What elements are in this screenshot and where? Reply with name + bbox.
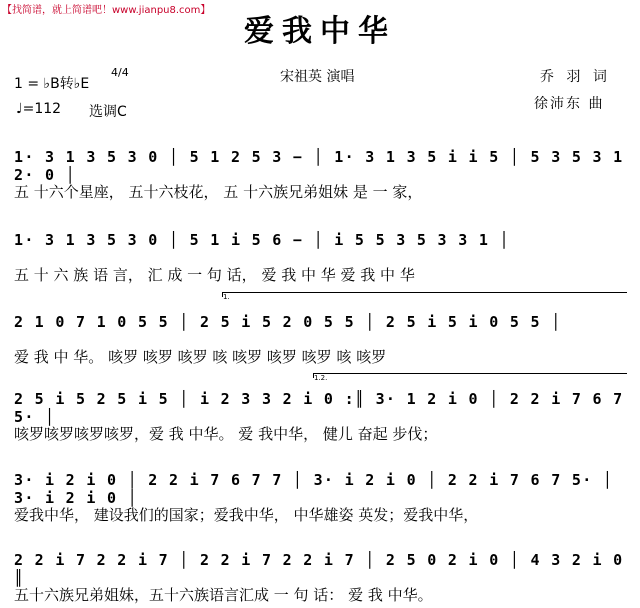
lyrics-line: 五 十六个星座， 五十六枝花， 五 十六族兄弟姐妹 是 一 家，	[14, 183, 423, 201]
singer-credit: 宋祖英 演唱	[280, 69, 355, 85]
time-signature: 4/4	[111, 66, 129, 79]
lyricist-credit: 乔 羽 词	[540, 69, 611, 85]
lyrics-line: 五十六族兄弟姐妹，五十六族语言汇成 一 句 话： 爱 我 中华。	[14, 586, 433, 604]
lyrics-line: 爱我中华， 建设我们的国家；爱我中华， 中华雄姿 英发；爱我中华，	[14, 506, 479, 524]
lyrics-line: 五 十 六 族 语 言， 汇 成 一 句 话， 爱 我 中 华 爱 我 中 华	[14, 266, 415, 284]
notation-line: 2 5 i 5 2 5 i 5 │ i 2 3 3 2 i 0 :║ 3· 1 2 i 0 │ 2 2 i 7 6 7 5· │	[14, 390, 624, 426]
notation-line: 2 1 0 7 1 0 5 5 │ 2 5 i 5 2 0 5 5 │ 2 5 i 5 i 0 5 5 │	[14, 313, 562, 331]
notation-line: 2 2 i 7 2 2 i 7 │ 2 2 i 7 2 2 i 7 │ 2 5 0 2 i 0 │ 4 3 2 i 0 ║	[14, 551, 624, 587]
notation-line: 3· i 2 i 0 │ 2 2 i 7 6 7 7 │ 3· i 2 i 0 │ 2 2 i 7 6 7 5· │ 3· i 2 i 0 │	[14, 471, 614, 507]
key-signature: 1 = ♭B转♭E	[14, 76, 90, 92]
song-title: 爱我中华	[244, 14, 396, 49]
lyrics-line: 爱 我 中 华。 咳罗 咳罗 咳罗 咳 咳罗 咳罗 咳罗 咳 咳罗	[14, 348, 387, 366]
composer-credit: 徐沛东 曲	[534, 96, 605, 112]
volta-bracket-2: 1.2.	[313, 373, 627, 378]
tempo-mark: ♩=112	[16, 101, 62, 117]
notation-line: 1· 3 1 3 5 3 0 │ 5 1 i 5 6 − │ i 5 5 3 5 3 3 1 │	[14, 231, 510, 249]
notation-line: 1· 3 1 3 5 3 0 │ 5 1 2 5 3 − │ 1· 3 1 3 5 i i 5 │ 5 3 5 3 1 2· 0 │	[14, 148, 624, 184]
watermark-text: 【找简谱，就上简谱吧！www.jianpu8.com】	[2, 5, 211, 16]
volta-bracket-1: 1.	[222, 292, 627, 297]
transpose-note: 选调C	[89, 104, 127, 120]
lyrics-line: 咳罗咳罗咳罗咳罗，爱 我 中华。 爱 我中华， 健儿 奋起 步伐；	[14, 425, 438, 443]
